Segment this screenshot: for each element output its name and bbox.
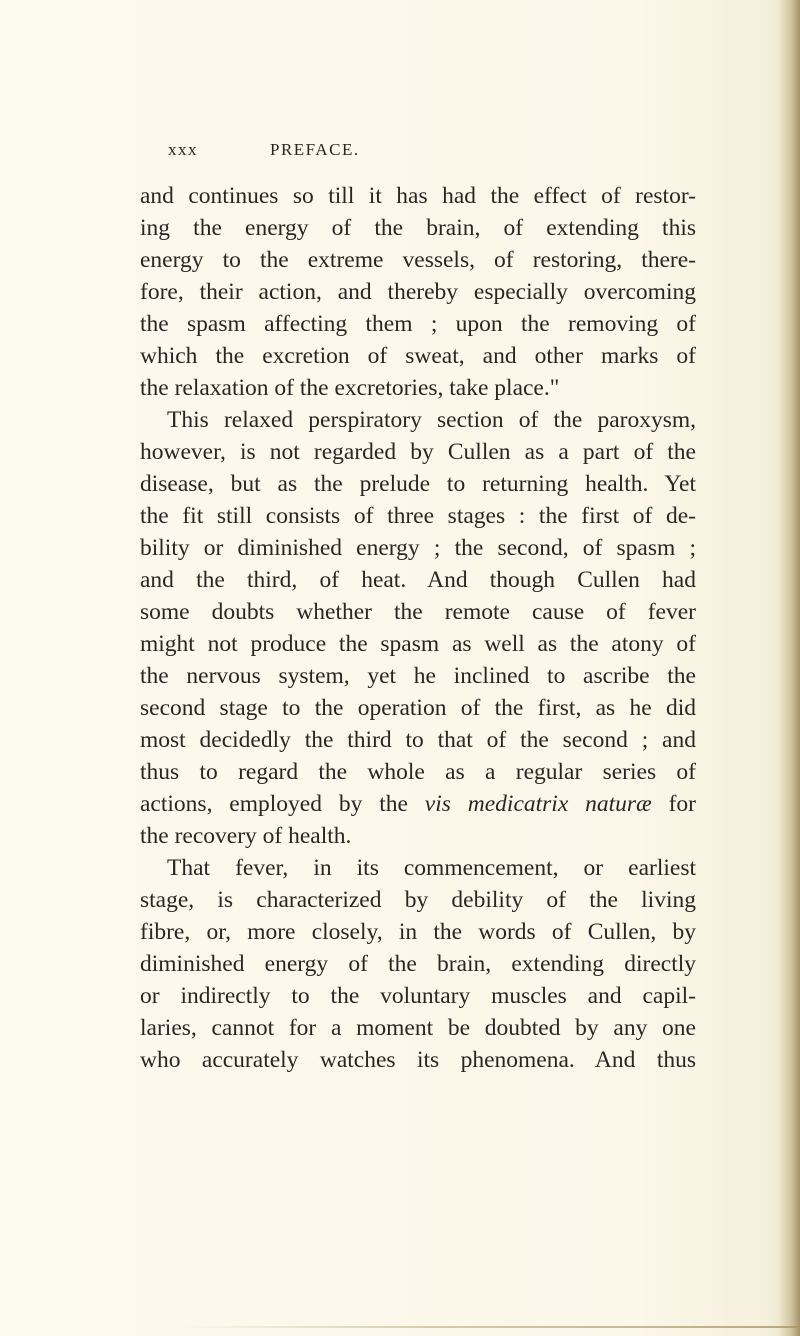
running-head <box>168 140 688 164</box>
text-line <box>140 789 696 819</box>
text-line: might not produce the spasm as well as the atony of <box>140 631 696 657</box>
text-line: the nervous system, yet he inclined to ascribe the <box>140 663 696 689</box>
text-segment: actions, employed by the <box>140 791 408 817</box>
text-line: This relaxed perspiratory section of the paroxysm, <box>167 407 696 433</box>
text-line: diminished energy of the brain, extending directly <box>140 951 696 977</box>
text-line: and continues so till it has had the effect of restor- <box>140 183 696 209</box>
text-line: laries, cannot for a moment be doubted by any one <box>140 1015 696 1041</box>
page-number: xxx <box>168 140 198 159</box>
text-line: That fever, in its commencement, or earliest <box>167 855 696 881</box>
text-line: bility or diminished energy ; the second, of spasm ; <box>140 535 696 561</box>
page-edge-shadow <box>778 0 800 1336</box>
text-line: and the third, of heat. And though Cullen had <box>140 567 696 593</box>
running-title: PREFACE. <box>270 140 360 159</box>
text-line: fore, their action, and thereby especially overcoming <box>140 279 696 305</box>
text-segment: for <box>668 791 697 817</box>
text-line: the fit still consists of three stages : the first of de- <box>140 503 696 529</box>
text-line: most decidedly the third to that of the second ; and <box>140 727 696 753</box>
text-line: disease, but as the prelude to returning health. Yet <box>140 471 696 497</box>
italic-phrase: vis medicatrix naturæ <box>424 791 652 817</box>
text-line: stage, is characterized by debility of the living <box>140 887 696 913</box>
text-line: thus to regard the whole as a regular series of <box>140 759 696 785</box>
text-line: the recovery of health. <box>140 823 352 849</box>
text-line: second stage to the operation of the first, as he did <box>140 695 696 721</box>
text-line: energy to the extreme vessels, of restoring, there- <box>140 247 696 273</box>
page-bottom-edge <box>180 1326 800 1328</box>
text-line: or indirectly to the voluntary muscles and capil- <box>140 983 696 1009</box>
text-line: who accurately watches its phenomena. And thus <box>140 1047 696 1073</box>
text-line: which the excretion of sweat, and other marks of <box>140 343 696 369</box>
text-line: fibre, or, more closely, in the words of Cullen, by <box>140 919 696 945</box>
text-line: the relaxation of the excretories, take place." <box>140 375 560 401</box>
text-line: ing the energy of the brain, of extending this <box>140 215 696 241</box>
text-line: the spasm affecting them ; upon the removing of <box>140 311 696 337</box>
text-line: some doubts whether the remote cause of fever <box>140 599 696 625</box>
text-line: however, is not regarded by Cullen as a part of the <box>140 439 696 465</box>
